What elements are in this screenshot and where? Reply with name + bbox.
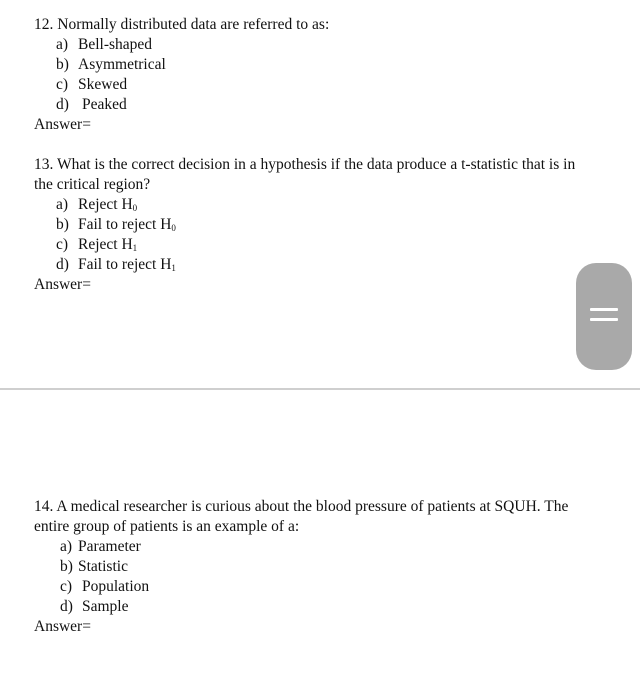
option-b: b) Fail to reject $H_0$	[56, 216, 176, 233]
question-12	[34, 15, 594, 135]
question-stem: 14. A medical researcher is curious about the blood pressure of patients at SQUH. The entire group of patients is an example of a:	[34, 498, 569, 535]
answer-label: Answer=	[34, 618, 91, 635]
question-stem: 13. What is the correct decision in a hypothesis if the data produce a t-statistic that is in the critical region?	[34, 156, 576, 193]
scroll-handle[interactable]	[576, 263, 632, 370]
question-stem: 12. Normally distributed data are referred to as:	[34, 16, 330, 33]
option-c: c) Reject $H_1$	[56, 236, 138, 253]
option-c: c) Population	[60, 578, 150, 595]
answer-label: Answer=	[34, 116, 91, 133]
option-a: a) Reject $H_0$	[56, 196, 138, 213]
option-d: d) Fail to reject $H_1$	[56, 256, 176, 273]
question-14	[34, 497, 594, 637]
option-b: b) Asymmetrical	[56, 56, 166, 73]
option-d: d) Peaked	[56, 96, 127, 113]
answer-label: Answer=	[34, 276, 91, 293]
option-d: d) Sample	[60, 598, 129, 615]
option-a: a) Bell-shaped	[56, 36, 153, 53]
question-13	[34, 155, 594, 295]
option-list	[60, 537, 594, 617]
option-list	[56, 195, 594, 275]
option-b: b) Statistic	[60, 558, 128, 575]
option-c: c) Skewed	[56, 76, 128, 93]
option-list	[56, 35, 594, 115]
option-a: a) Parameter	[60, 538, 141, 555]
